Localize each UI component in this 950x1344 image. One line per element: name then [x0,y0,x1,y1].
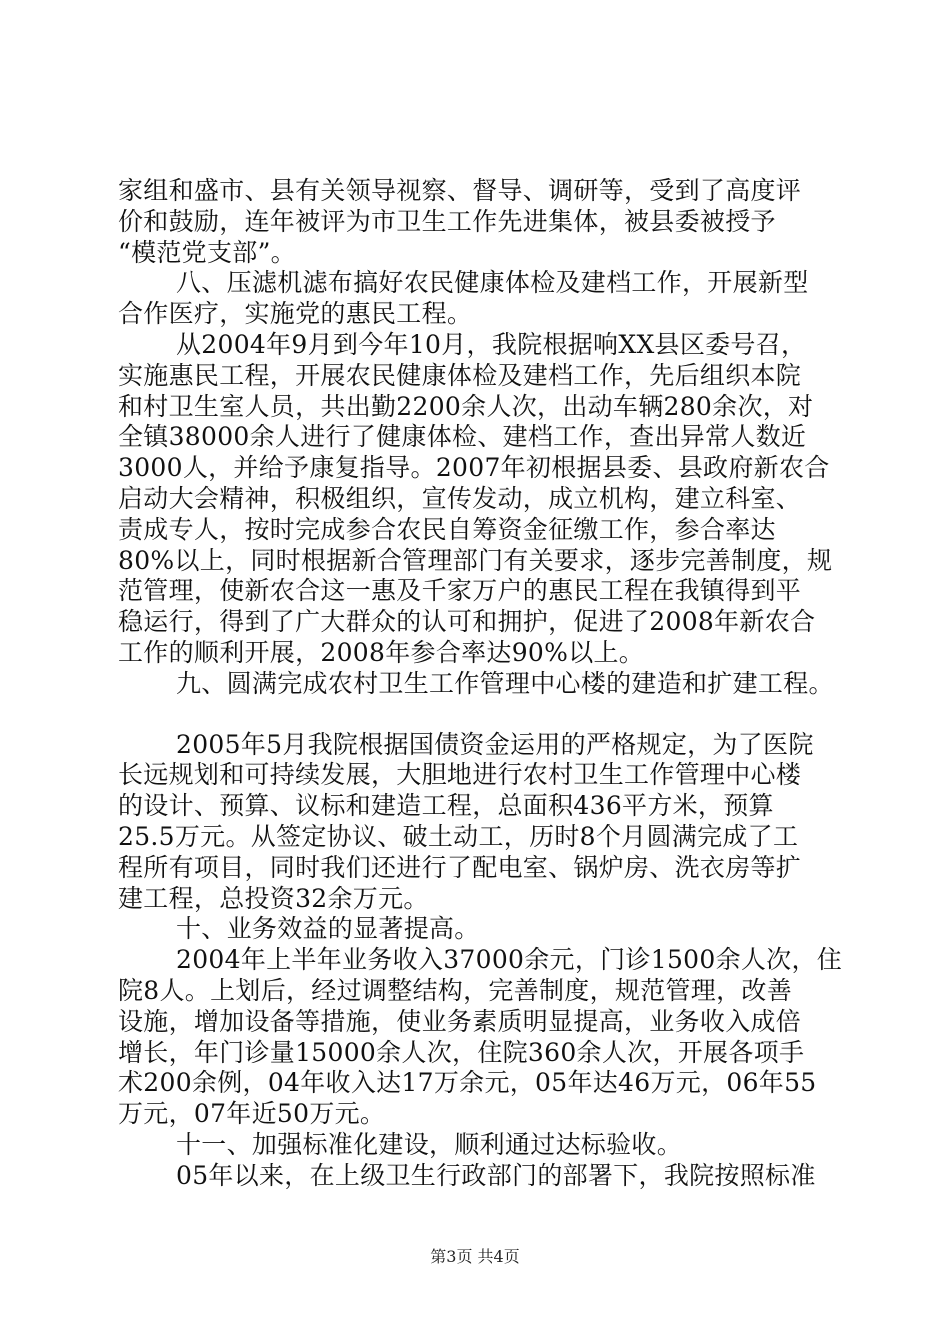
text-line: 05年以来，在上级卫生行政部门的部署下，我院按照标准 [176,1160,816,1190]
text-line: 程所有项目，同时我们还进行了配电室、锅炉房、洗衣房等扩 [118,852,802,882]
text-line: 全镇38000余人进行了健康体检、建档工作，查出异常人数近 [118,422,807,452]
text-line: 责成专人，按时完成参合农民自筹资金征缴工作，参合率达 [118,514,776,544]
section-heading-continued: 合作医疗，实施党的惠民工程。 [118,299,473,329]
text-line: 的设计、预算、议标和建造工程，总面积436平方米，预算 [118,791,774,821]
text-line: 25.5万元。从签定协议、破土动工，历时8个月圆满完成了工 [118,821,799,851]
page-number-footer: 第3页 共4页 [430,1247,520,1266]
text-line: 增长，年门诊量15000余人次，住院360余人次，开展各项手 [118,1037,805,1067]
text-line: 工作的顺利开展，2008年参合率达90%以上。 [118,637,645,667]
text-line: 长远规划和可持续发展，大胆地进行农村卫生工作管理中心楼 [118,760,802,790]
text-line: 稳运行，得到了广大群众的认可和拥护，促进了2008年新农合 [118,607,816,637]
text-line: 家组和盛市、县有关领导视察、督导、调研等，受到了高度评 [118,176,802,205]
text-line: 和村卫生室人员，共出勤2200余人次，出动车辆280余次，对 [118,391,814,421]
text-line: 从2004年9月到今年10月，我院根据响XX县区委号召， [176,329,807,359]
text-line: 价和鼓励，连年被评为市卫生工作先进集体，被县委被授予 [118,206,776,236]
text-line: 设施，增加设备等措施，使业务素质明显提高，业务收入成倍 [118,1006,802,1036]
section-heading: 十一、加强标准化建设，顺利通过达标验收。 [176,1129,683,1159]
text-line: “模范党支部”。 [118,237,296,267]
text-line: 院8人。上划后，经过调整结构，完善制度，规范管理，改善 [118,975,793,1005]
section-heading: 十、业务效益的显著提高。 [176,914,480,944]
text-line: 3000人，并给予康复指导。2007年初根据县委、县政府新农合 [118,453,830,483]
text-line: 范管理，使新农合这一惠及千家万户的惠民工程在我镇得到平 [118,576,802,606]
text-line: 建工程，总投资32余万元。 [118,883,429,913]
text-line: 2004年上半年业务收入37000余元，门诊1500余人次，住 [176,945,843,975]
text-line: 术200余例，04年收入达17万余元，05年达46万元，06年55 [118,1068,817,1098]
text-line: 80%以上，同时根据新合管理部门有关要求，逐步完善制度，规 [118,545,833,575]
blank-line [118,700,858,730]
text-line: 2005年5月我院根据国债资金运用的严格规定，为了医院 [176,729,814,759]
text-line: 实施惠民工程，开展农民健康体检及建档工作，先后组织本院 [118,360,802,390]
document-body [118,176,858,1192]
text-line: 启动大会精神，积极组织，宣传发动，成立机构，建立科室、 [118,483,802,513]
section-heading: 九、圆满完成农村卫生工作管理中心楼的建造和扩建工程。 [176,668,834,698]
text-line: 万元，07年近50万元。 [118,1099,386,1129]
section-heading: 八、压滤机滤布搞好农民健康体检及建档工作，开展新型 [176,268,809,298]
